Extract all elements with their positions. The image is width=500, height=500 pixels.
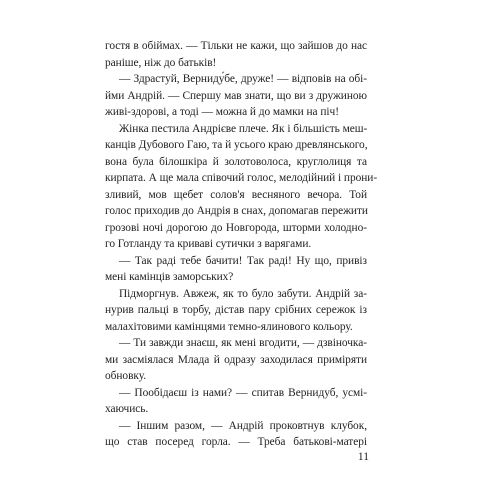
text-line: живі-здорові, а тоді — можна й до мамки на піч! [105,106,339,118]
body-text [105,38,378,451]
text-line: ми засміялася Млада й одразу заходилася приміряти [105,353,367,366]
text-line: — Іншим разом, — Андрій проковтнув клубок, [119,419,367,432]
text-line: голос приходив до Андрія в снах, допомагав пережити [105,205,368,217]
text-line: кирпата. А ще мала співочий голос, мелодійний і прони- [105,172,378,184]
text-line: го Готланду та криваві сутички з варягами. [105,238,312,250]
text-line: гостя в обіймах. — Тільки не кажи, що зайшов до нас [105,40,367,52]
text-line: йми Андрій. — Спершу мав знати, що ви з дружиною [105,89,367,102]
text-line: — Пообідаєш із нами? — спитав Вернидуб, усмі- [119,386,367,399]
text-line: зливий, мов щебет солов'я весняного вечора. Той [105,188,367,201]
text-line: що став посеред горла. — Треба батькові-матері [105,436,367,448]
text-line: грозові ночі дорогою до Новгорода, шторми холодно- [105,221,367,234]
text-line: — Ти завжди знаєш, як мені вгодити, — дзвіночка- [119,337,367,349]
text-line: Підморгнув. Авжеж, як то було забути. Андрій за- [119,287,367,300]
text-line: обновку. [105,370,147,382]
page-number: 11 [357,451,369,463]
text-line: вона була білошкіра й золотоволоса, круглолиця та [105,155,367,168]
text-line: малахітовими камінцями темно-ялинового кольору. [105,320,353,333]
text-line: мені камінців заморських? [105,271,234,283]
text-line: канців Дубового Гаю, та й усього краю древлянського, [105,139,368,151]
text-line: — Здрастуй, Верниду́бе, друже! — відповів на обі- [119,73,367,85]
text-line: хаючись. [105,403,149,415]
text-line: раніше, ніж до батьків! [105,56,217,69]
text-line: нурив пальці в торбу, дістав пару срібних сережок із [105,304,367,316]
text-line: — Так раді тебе бачити! Так раді! Ну що, привіз [119,254,367,267]
text-line: Жінка пестила Андрієве плече. Як і більшість меш- [119,122,368,135]
